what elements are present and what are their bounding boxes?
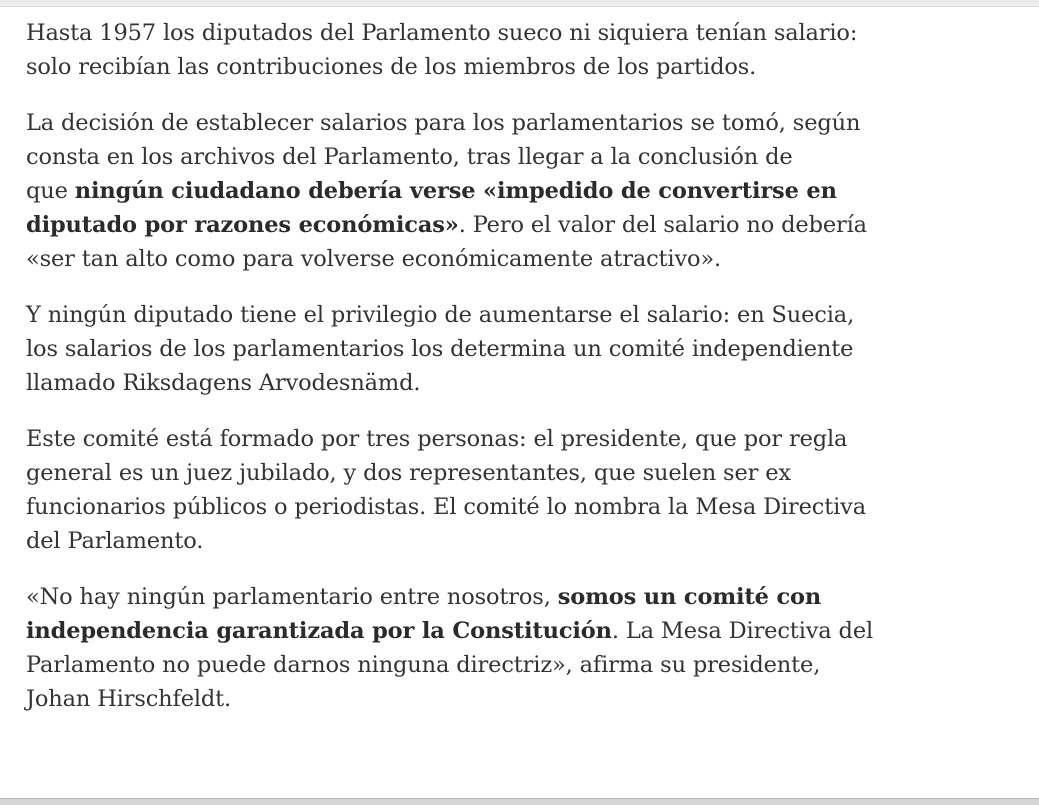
text-line — [26, 50, 986, 84]
text-run: llamado Riksdagens Arvodesnämd. — [26, 370, 421, 396]
text-line — [26, 648, 986, 682]
text-line — [26, 332, 986, 366]
text-run: . La Mesa Directiva del — [611, 618, 874, 644]
text-run: funcionarios públicos o periodistas. El comité lo nombra la Mesa Directiva — [26, 494, 867, 520]
bold-emphasis: independencia garantizada por la Constitución — [26, 618, 612, 644]
text-run: general es un juez jubilado, y dos representantes, que suelen ser ex — [26, 460, 791, 486]
text-run: los salarios de los parlamentarios los determina un comité independiente — [26, 336, 854, 362]
article-paragraph — [26, 106, 986, 276]
text-run: solo recibían las contribuciones de los miembros de los partidos. — [26, 54, 757, 80]
text-line — [26, 422, 986, 456]
article-paragraph — [26, 580, 986, 716]
article-body — [26, 16, 986, 738]
text-line — [26, 580, 986, 614]
text-line — [26, 140, 986, 174]
text-line — [26, 456, 986, 490]
text-line — [26, 208, 986, 242]
text-line — [26, 614, 986, 648]
bold-emphasis: ningún ciudadano debería verse «impedido de convertirse en — [74, 178, 837, 204]
bold-emphasis: somos un comité con — [557, 584, 822, 610]
text-run: Parlamento no puede darnos ninguna directriz», afirma su presidente, — [26, 652, 821, 678]
text-run: Hasta 1957 los diputados del Parlamento sueco ni siquiera tenían salario: — [26, 20, 858, 46]
text-line — [26, 16, 986, 50]
article-paragraph — [26, 16, 986, 84]
text-line — [26, 298, 986, 332]
text-run: «No hay ningún parlamentario entre nosotros, — [26, 584, 558, 610]
text-line — [26, 524, 986, 558]
text-line — [26, 106, 986, 140]
text-run: del Parlamento. — [26, 528, 204, 554]
text-line — [26, 174, 986, 208]
text-run: que — [26, 178, 75, 204]
text-run: Johan Hirschfeldt. — [26, 686, 232, 712]
bold-emphasis: diputado por razones económicas» — [26, 212, 459, 238]
article-paragraph — [26, 298, 986, 400]
text-run: La decisión de establecer salarios para los parlamentarios se tomó, según — [26, 110, 861, 136]
article-paragraph — [26, 422, 986, 558]
text-line — [26, 242, 986, 276]
text-run: . Pero el valor del salario no debería — [458, 212, 867, 238]
text-run: «ser tan alto como para volverse económicamente atractivo». — [26, 246, 722, 272]
text-run: Y ningún diputado tiene el privilegio de aumentarse el salario: en Suecia, — [26, 302, 855, 328]
text-run: Este comité está formado por tres personas: el presidente, que por regla — [26, 426, 848, 452]
text-line — [26, 682, 986, 716]
text-run: consta en los archivos del Parlamento, tras llegar a la conclusión de — [26, 144, 793, 170]
text-line — [26, 490, 986, 524]
text-line — [26, 366, 986, 400]
